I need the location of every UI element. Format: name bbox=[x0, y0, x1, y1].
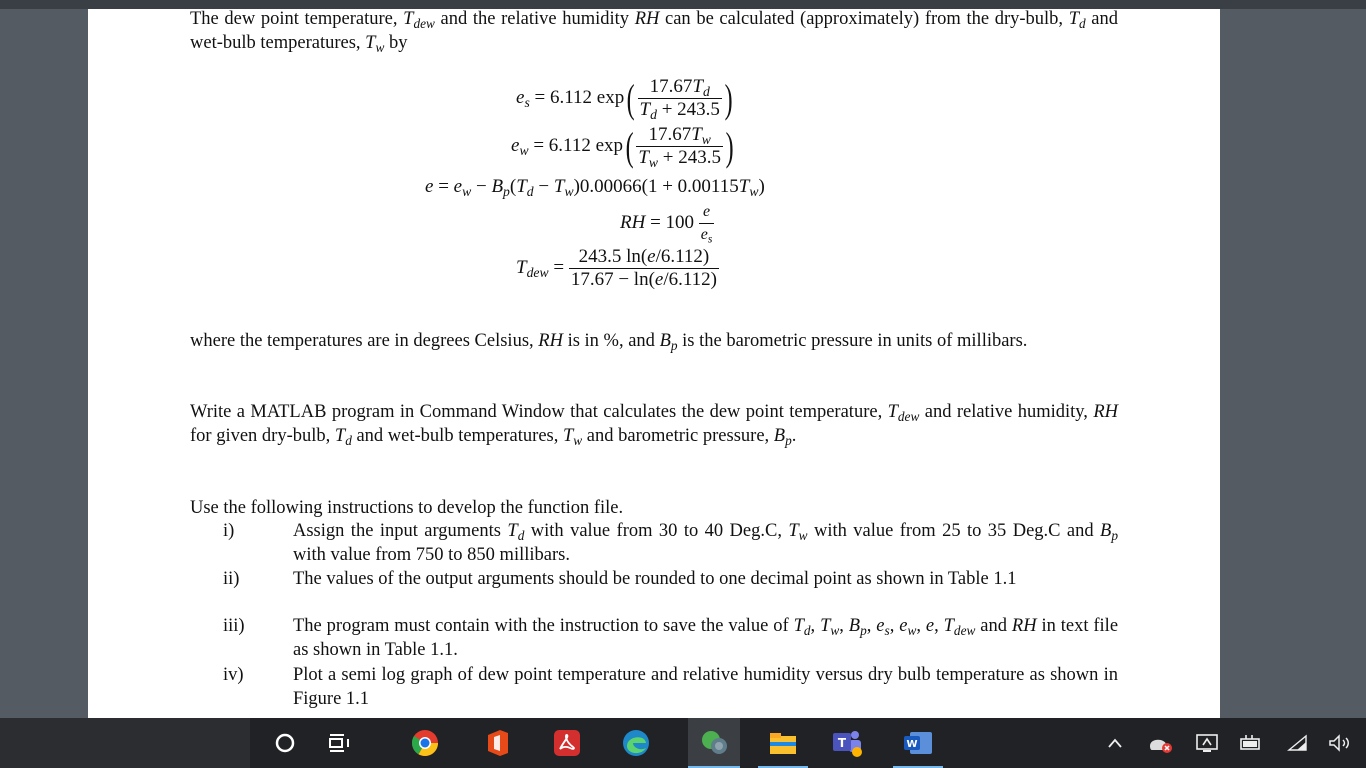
list-item: Assign the input arguments $T_d$ with value from 30 to 40 Deg.C, $T_w$ with value from 25 to 35 Deg.C and $B_p$ with value from 750 to 850 millibars. bbox=[293, 521, 1118, 565]
window-top-bar bbox=[0, 0, 1366, 9]
chrome-icon[interactable] bbox=[408, 726, 442, 760]
task-view-icon[interactable] bbox=[323, 726, 357, 760]
battery-icon[interactable] bbox=[1237, 730, 1265, 756]
list-item-number: iv) bbox=[223, 665, 244, 685]
wifi-icon[interactable] bbox=[1284, 730, 1312, 756]
equation-e: $e = e_w - B_p(T_d - T_w)0.00066(1 + 0.00115T_w)$ bbox=[425, 176, 765, 200]
task-paragraph: Write a MATLAB program in Command Window that calculates the dew point temperature, $T_{dew}$ and relative humidity, RH for given dry-bulb, $T_d$ and wet-bulb temperatures, $T_w$ and barometric pressure, $B_p$. bbox=[190, 402, 1118, 448]
volume-icon[interactable] bbox=[1326, 730, 1356, 756]
search-icon[interactable] bbox=[268, 726, 302, 760]
equation-tdew: $T_{dew}$ = $\frac{243.5 \ln(e/6.112)}{17.67 - \ln(e/6.112)}$ bbox=[516, 246, 717, 290]
office-icon[interactable] bbox=[480, 726, 514, 760]
explorer-app-icon[interactable] bbox=[688, 718, 740, 768]
equation-es: $e_s = 6.112$ exp( $\frac{17.67T_d}{T_d + 243.5}$ ) bbox=[516, 75, 733, 123]
taskbar-search-area[interactable] bbox=[0, 718, 250, 768]
file-explorer-icon[interactable] bbox=[758, 718, 808, 768]
display-icon[interactable] bbox=[1193, 730, 1221, 756]
where-paragraph: where the temperatures are in degrees Celsius, RH is in %, and $B_p$ is the barometric pressure in units of millibars. bbox=[190, 331, 1028, 353]
list-item-number: ii) bbox=[223, 569, 240, 589]
word-icon[interactable] bbox=[893, 718, 943, 768]
svg-text:W: W bbox=[906, 739, 918, 750]
network-error-icon[interactable] bbox=[1145, 730, 1175, 756]
intro-paragraph: The dew point temperature, $T_{dew}$ and the relative humidity RH can be calculated (approximately) from the dry-bulb, $T_d$ and wet-bulb temperatures, $T_w$ by bbox=[190, 9, 1118, 55]
list-item: Plot a semi log graph of dew point temperature and relative humidity versus dry bulb temperature as shown in Figure 1.1 bbox=[293, 665, 1118, 709]
list-item: The program must contain with the instruction to save the value of $T_d$, $T_w$, $B_p$, $e_s$, $e_w$, e, $T_{dew}$ and RH in text file as shown in Table 1.1. bbox=[293, 616, 1119, 660]
list-item: The values of the output arguments should be rounded to one decimal point as shown in Table 1.1 bbox=[293, 569, 1017, 589]
equation-rh: RH = 100 $\frac{e}{e_s}$ bbox=[620, 203, 713, 246]
svg-text:T: T bbox=[837, 736, 847, 750]
list-item-number: i) bbox=[223, 521, 235, 541]
equation-ew: $e_w = 6.112$ exp( $\frac{17.67T_w}{T_w + 243.5}$ ) bbox=[511, 123, 734, 171]
edge-icon[interactable] bbox=[619, 726, 653, 760]
list-item-number: iii) bbox=[223, 616, 245, 636]
chevron-up-icon[interactable] bbox=[1103, 730, 1127, 756]
acrobat-icon[interactable] bbox=[550, 726, 584, 760]
document-page bbox=[88, 9, 1220, 718]
instructions-intro: Use the following instructions to develop the function file. bbox=[190, 498, 624, 518]
teams-icon[interactable] bbox=[830, 726, 864, 760]
taskbar bbox=[0, 718, 1366, 768]
